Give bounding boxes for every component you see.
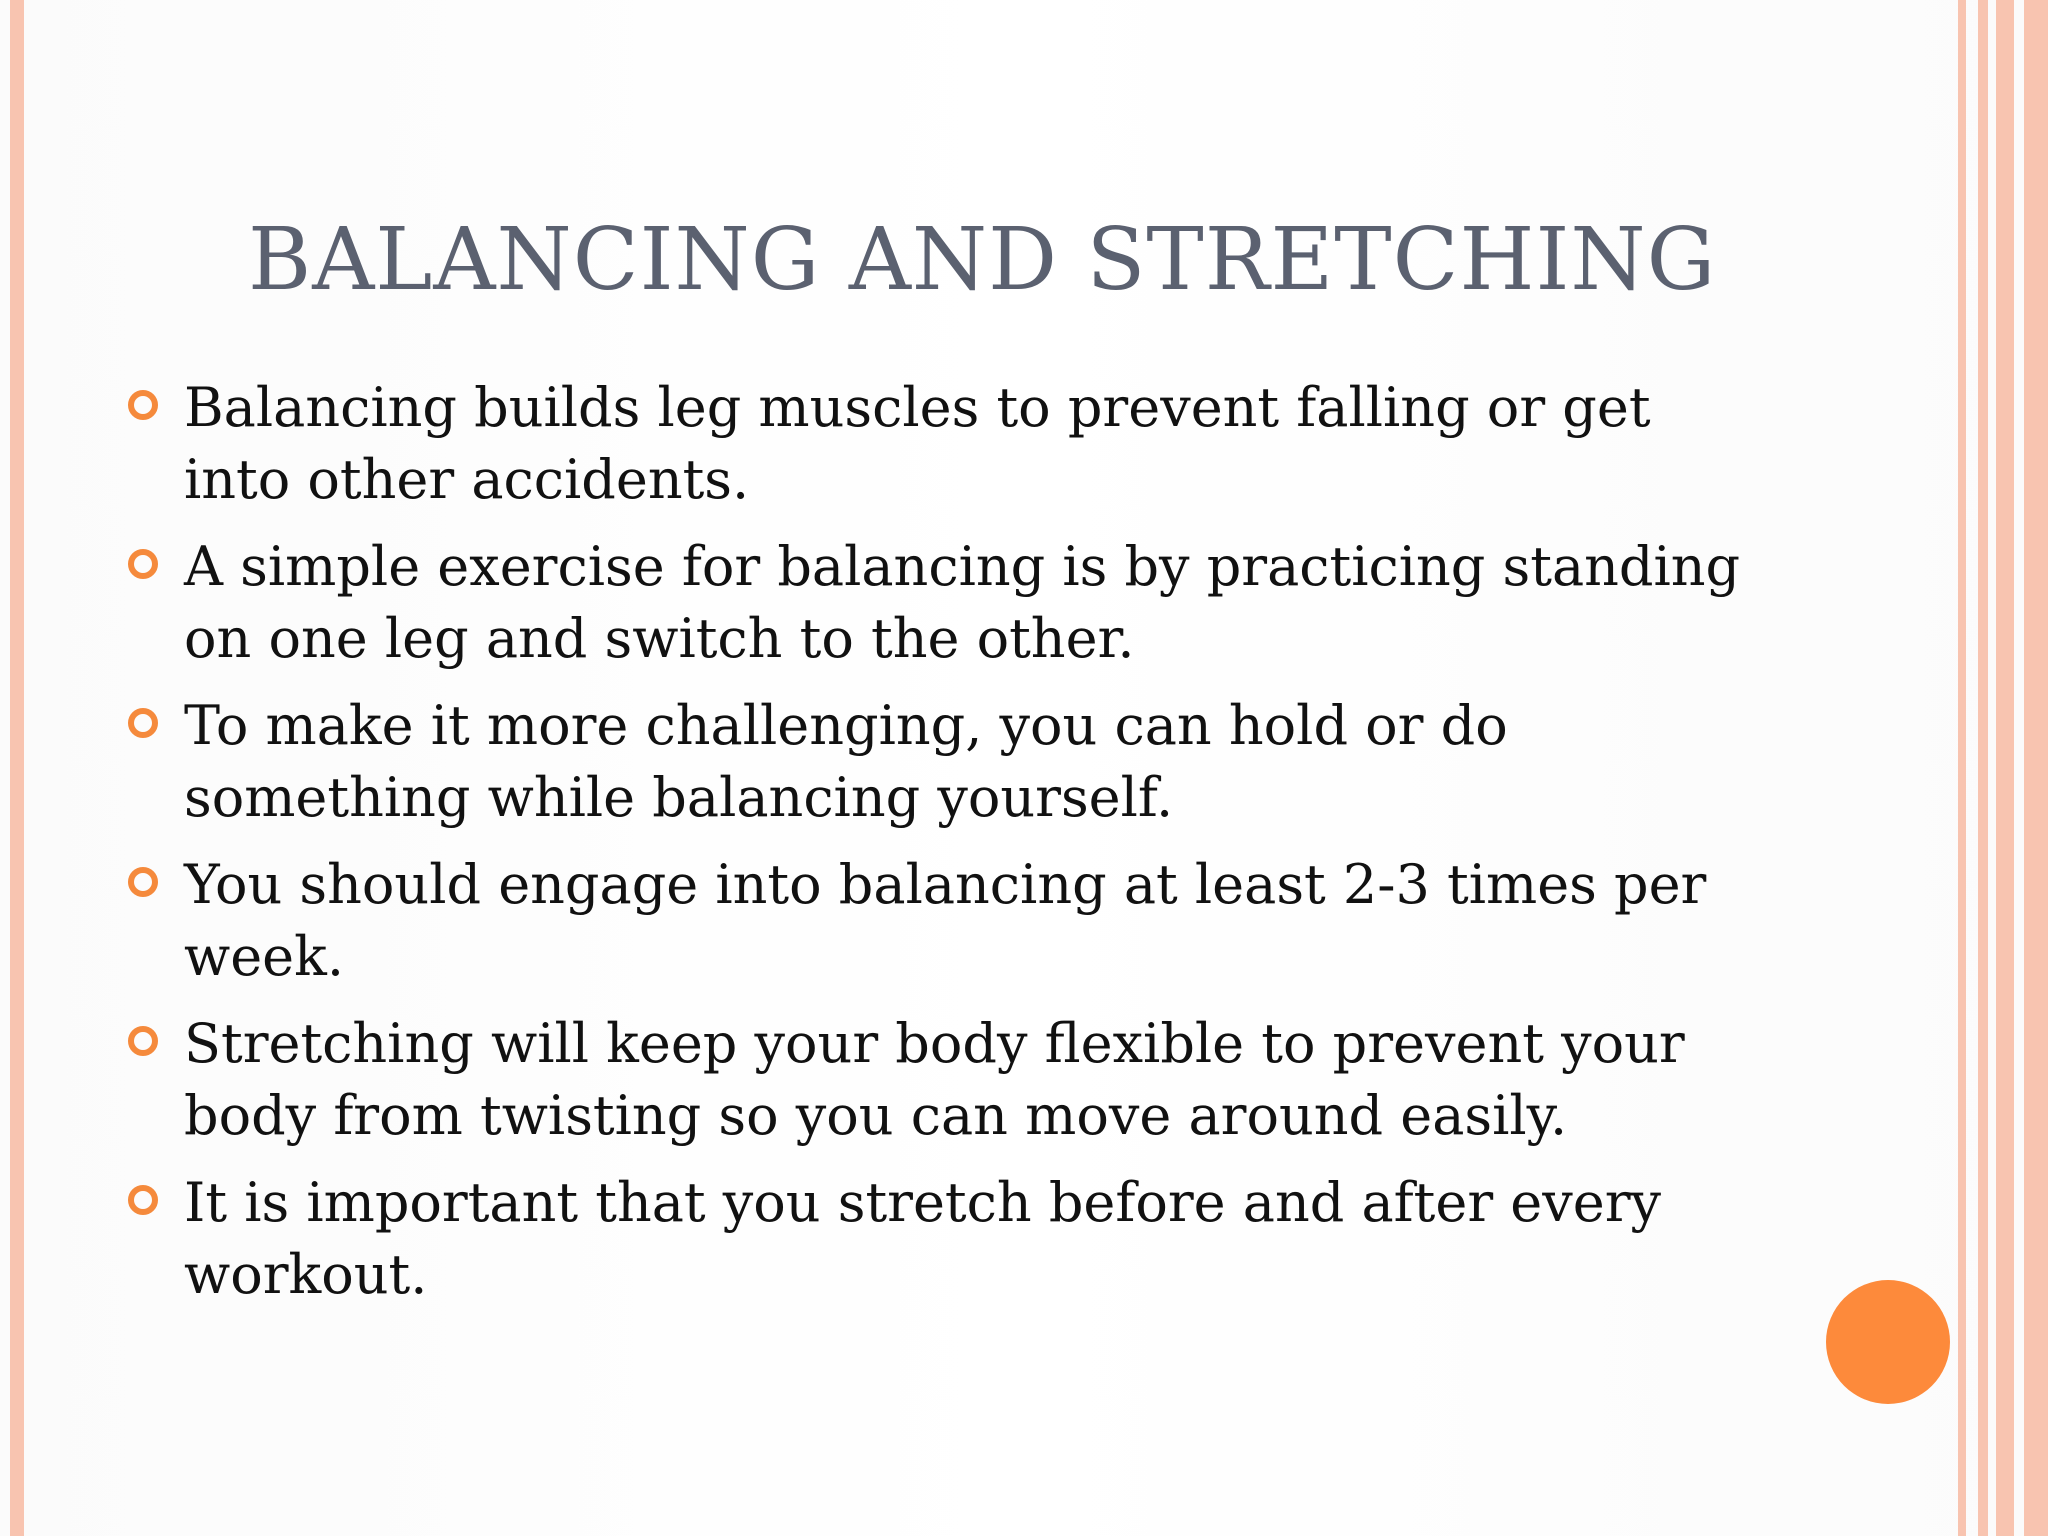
bullet-text: A simple exercise for balancing is by practicing standing on one leg and switch to the other.	[184, 535, 1741, 670]
right-border-stripe	[1958, 0, 1966, 1536]
bullet-item	[128, 849, 1768, 993]
bullet-item	[128, 690, 1768, 834]
left-border-stripe	[10, 0, 24, 1536]
bullet-text: To make it more challenging, you can hold or do something while balancing yourself.	[184, 694, 1508, 829]
orange-circle-icon	[1826, 1280, 1950, 1404]
hollow-circle-bullet-icon	[128, 1185, 158, 1215]
right-border-stripe	[1978, 0, 1988, 1536]
right-border-stripe	[1996, 0, 2014, 1536]
bullet-item	[128, 372, 1768, 516]
bullet-text: You should engage into balancing at least 2-3 times per week.	[184, 853, 1707, 988]
bullet-text: It is important that you stretch before and after every workout.	[184, 1171, 1662, 1306]
bullet-text: Balancing builds leg muscles to prevent falling or get into other accidents.	[184, 376, 1651, 511]
hollow-circle-bullet-icon	[128, 390, 158, 420]
bullet-item	[128, 531, 1768, 675]
bullet-text: Stretching will keep your body flexible to prevent your body from twisting so you can move around easily.	[184, 1012, 1685, 1147]
hollow-circle-bullet-icon	[128, 867, 158, 897]
slide-title: BALANCING AND STRETCHING	[248, 210, 1717, 310]
hollow-circle-bullet-icon	[128, 549, 158, 579]
right-border-stripe	[2024, 0, 2048, 1536]
bullet-list	[128, 372, 1768, 1326]
hollow-circle-bullet-icon	[128, 708, 158, 738]
bullet-item	[128, 1167, 1768, 1311]
hollow-circle-bullet-icon	[128, 1026, 158, 1056]
bullet-item	[128, 1008, 1768, 1152]
